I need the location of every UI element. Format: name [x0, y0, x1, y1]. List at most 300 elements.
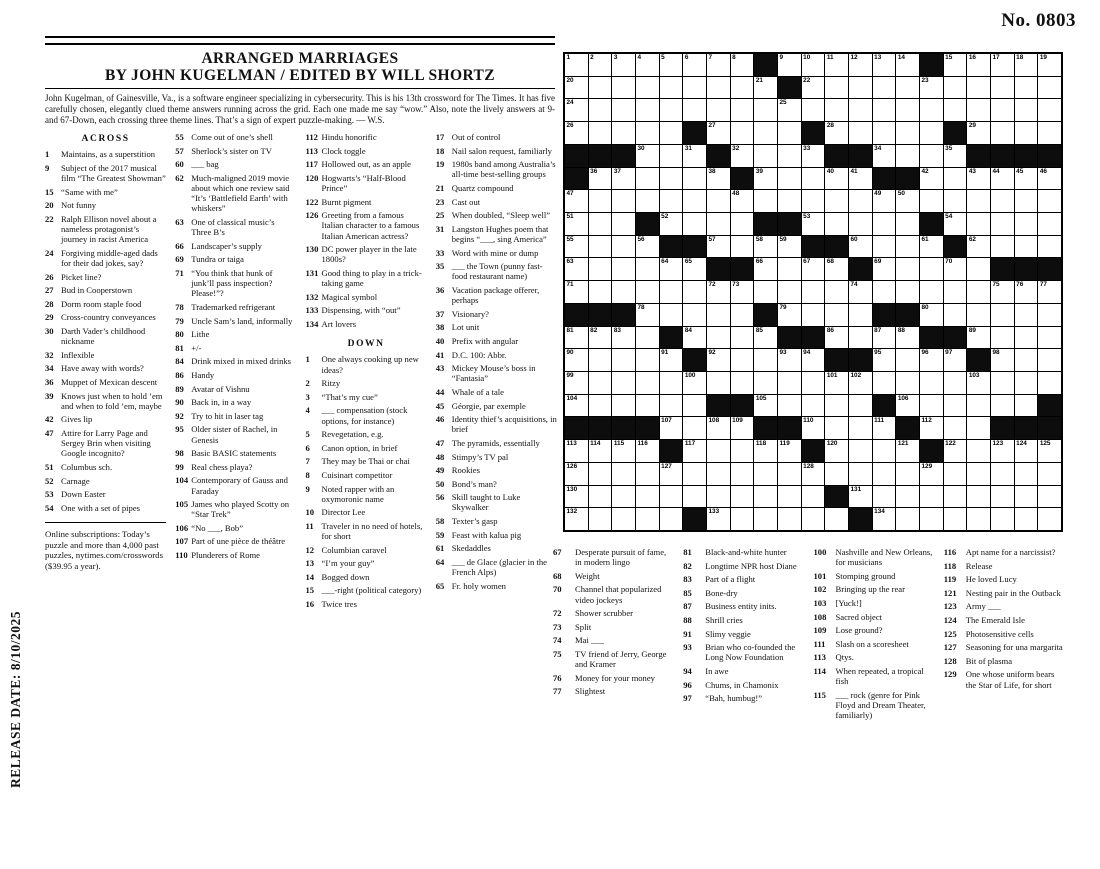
grid-cell[interactable] — [920, 258, 943, 280]
grid-cell[interactable] — [612, 440, 635, 462]
grid-cell[interactable] — [565, 122, 588, 144]
grid-cell[interactable] — [612, 236, 635, 258]
grid-cell[interactable] — [636, 463, 659, 485]
grid-cell[interactable] — [920, 122, 943, 144]
grid-cell[interactable] — [896, 395, 919, 417]
grid-cell[interactable] — [778, 508, 801, 530]
grid-cell[interactable] — [707, 372, 730, 394]
grid-cell[interactable] — [825, 168, 848, 190]
grid-cell[interactable] — [565, 486, 588, 508]
grid-cell[interactable] — [731, 54, 754, 76]
grid-cell[interactable] — [731, 281, 754, 303]
grid-cell[interactable] — [896, 349, 919, 371]
grid-cell[interactable] — [589, 372, 612, 394]
grid-cell[interactable] — [778, 168, 801, 190]
grid-cell[interactable] — [589, 77, 612, 99]
grid-cell[interactable] — [589, 54, 612, 76]
grid-cell[interactable] — [683, 463, 706, 485]
grid-cell[interactable] — [707, 486, 730, 508]
grid-cell[interactable] — [660, 372, 683, 394]
grid-cell[interactable] — [802, 190, 825, 212]
grid-cell[interactable] — [967, 372, 990, 394]
grid-cell[interactable] — [683, 99, 706, 121]
grid-cell[interactable] — [636, 372, 659, 394]
grid-cell[interactable] — [1015, 236, 1038, 258]
grid-cell[interactable] — [754, 463, 777, 485]
grid-cell[interactable] — [849, 327, 872, 349]
grid-cell[interactable] — [589, 349, 612, 371]
grid-cell[interactable] — [849, 122, 872, 144]
grid-cell[interactable] — [1015, 349, 1038, 371]
grid-cell[interactable] — [731, 190, 754, 212]
grid-cell[interactable] — [991, 349, 1014, 371]
grid-cell[interactable] — [660, 349, 683, 371]
grid-cell[interactable] — [707, 99, 730, 121]
grid-cell[interactable] — [731, 349, 754, 371]
grid-cell[interactable] — [849, 54, 872, 76]
grid-cell[interactable] — [754, 281, 777, 303]
grid-cell[interactable] — [1038, 304, 1061, 326]
grid-cell[interactable] — [754, 440, 777, 462]
grid-cell[interactable] — [707, 463, 730, 485]
grid-cell[interactable] — [589, 508, 612, 530]
grid-cell[interactable] — [1015, 190, 1038, 212]
grid-cell[interactable] — [589, 258, 612, 280]
grid-cell[interactable] — [967, 327, 990, 349]
grid-cell[interactable] — [1015, 463, 1038, 485]
grid-cell[interactable] — [967, 486, 990, 508]
grid-cell[interactable] — [754, 190, 777, 212]
grid-cell[interactable] — [991, 508, 1014, 530]
grid-cell[interactable] — [802, 486, 825, 508]
grid-cell[interactable] — [920, 236, 943, 258]
grid-cell[interactable] — [636, 508, 659, 530]
grid-cell[interactable] — [873, 486, 896, 508]
grid-cell[interactable] — [707, 77, 730, 99]
grid-cell[interactable] — [1038, 168, 1061, 190]
grid-cell[interactable] — [991, 236, 1014, 258]
grid-cell[interactable] — [636, 54, 659, 76]
grid-cell[interactable] — [754, 122, 777, 144]
grid-cell[interactable] — [1015, 168, 1038, 190]
grid-cell[interactable] — [754, 236, 777, 258]
grid-cell[interactable] — [612, 99, 635, 121]
grid-cell[interactable] — [1038, 327, 1061, 349]
grid-cell[interactable] — [589, 486, 612, 508]
grid-cell[interactable] — [589, 236, 612, 258]
grid-cell[interactable] — [636, 236, 659, 258]
grid-cell[interactable] — [589, 122, 612, 144]
grid-cell[interactable] — [565, 190, 588, 212]
grid-cell[interactable] — [707, 417, 730, 439]
grid-cell[interactable] — [683, 440, 706, 462]
grid-cell[interactable] — [1015, 327, 1038, 349]
grid-cell[interactable] — [731, 122, 754, 144]
grid-cell[interactable] — [991, 486, 1014, 508]
grid-cell[interactable] — [944, 440, 967, 462]
grid-cell[interactable] — [967, 440, 990, 462]
grid-cell[interactable] — [778, 486, 801, 508]
grid-cell[interactable] — [1038, 440, 1061, 462]
grid-cell[interactable] — [991, 327, 1014, 349]
grid-cell[interactable] — [754, 168, 777, 190]
grid-cell[interactable] — [683, 395, 706, 417]
grid-cell[interactable] — [731, 463, 754, 485]
grid-cell[interactable] — [944, 54, 967, 76]
grid-cell[interactable] — [991, 372, 1014, 394]
grid-cell[interactable] — [683, 372, 706, 394]
grid-cell[interactable] — [896, 281, 919, 303]
grid-cell[interactable] — [991, 213, 1014, 235]
grid-cell[interactable] — [778, 395, 801, 417]
grid-cell[interactable] — [1015, 281, 1038, 303]
grid-cell[interactable] — [1038, 508, 1061, 530]
grid-cell[interactable] — [991, 99, 1014, 121]
grid-cell[interactable] — [636, 395, 659, 417]
grid-cell[interactable] — [660, 168, 683, 190]
grid-cell[interactable] — [873, 508, 896, 530]
grid-cell[interactable] — [849, 304, 872, 326]
grid-cell[interactable] — [612, 258, 635, 280]
grid-cell[interactable] — [1038, 281, 1061, 303]
grid-cell[interactable] — [636, 304, 659, 326]
grid-cell[interactable] — [660, 99, 683, 121]
grid-cell[interactable] — [778, 349, 801, 371]
grid-cell[interactable] — [778, 99, 801, 121]
grid-cell[interactable] — [849, 372, 872, 394]
grid-cell[interactable] — [1015, 440, 1038, 462]
grid-cell[interactable] — [707, 213, 730, 235]
grid-cell[interactable] — [920, 486, 943, 508]
grid-cell[interactable] — [589, 327, 612, 349]
grid-cell[interactable] — [589, 99, 612, 121]
grid-cell[interactable] — [707, 508, 730, 530]
grid-cell[interactable] — [849, 486, 872, 508]
grid-cell[interactable] — [1015, 304, 1038, 326]
grid-cell[interactable] — [636, 145, 659, 167]
grid-cell[interactable] — [660, 190, 683, 212]
grid-cell[interactable] — [873, 122, 896, 144]
grid-cell[interactable] — [920, 304, 943, 326]
grid-cell[interactable] — [944, 486, 967, 508]
grid-cell[interactable] — [707, 327, 730, 349]
grid-cell[interactable] — [802, 213, 825, 235]
grid-cell[interactable] — [778, 54, 801, 76]
grid-cell[interactable] — [1038, 463, 1061, 485]
grid-cell[interactable] — [565, 236, 588, 258]
grid-cell[interactable] — [1015, 77, 1038, 99]
grid-cell[interactable] — [1015, 213, 1038, 235]
grid-cell[interactable] — [778, 258, 801, 280]
grid-cell[interactable] — [967, 99, 990, 121]
grid-cell[interactable] — [873, 417, 896, 439]
grid-cell[interactable] — [565, 327, 588, 349]
grid-cell[interactable] — [660, 304, 683, 326]
grid-cell[interactable] — [683, 258, 706, 280]
grid-cell[interactable] — [660, 213, 683, 235]
grid-cell[interactable] — [707, 236, 730, 258]
grid-cell[interactable] — [944, 190, 967, 212]
grid-cell[interactable] — [1038, 54, 1061, 76]
grid-cell[interactable] — [612, 508, 635, 530]
grid-cell[interactable] — [565, 395, 588, 417]
grid-cell[interactable] — [991, 463, 1014, 485]
grid-cell[interactable] — [707, 190, 730, 212]
grid-cell[interactable] — [660, 508, 683, 530]
grid-cell[interactable] — [802, 258, 825, 280]
grid-cell[interactable] — [967, 258, 990, 280]
grid-cell[interactable] — [1038, 122, 1061, 144]
grid-cell[interactable] — [707, 349, 730, 371]
grid-cell[interactable] — [896, 372, 919, 394]
grid-cell[interactable] — [565, 77, 588, 99]
grid-cell[interactable] — [920, 145, 943, 167]
grid-cell[interactable] — [1038, 213, 1061, 235]
grid-cell[interactable] — [802, 508, 825, 530]
grid-cell[interactable] — [707, 168, 730, 190]
grid-cell[interactable] — [636, 190, 659, 212]
grid-cell[interactable] — [802, 168, 825, 190]
grid-cell[interactable] — [944, 99, 967, 121]
grid-cell[interactable] — [778, 236, 801, 258]
grid-cell[interactable] — [589, 440, 612, 462]
grid-cell[interactable] — [849, 281, 872, 303]
grid-cell[interactable] — [660, 417, 683, 439]
grid-cell[interactable] — [991, 304, 1014, 326]
grid-cell[interactable] — [731, 508, 754, 530]
grid-cell[interactable] — [944, 258, 967, 280]
grid-cell[interactable] — [636, 122, 659, 144]
grid-cell[interactable] — [565, 213, 588, 235]
grid-cell[interactable] — [825, 77, 848, 99]
grid-cell[interactable] — [589, 281, 612, 303]
grid-cell[interactable] — [754, 372, 777, 394]
grid-cell[interactable] — [873, 281, 896, 303]
grid-cell[interactable] — [873, 190, 896, 212]
grid-cell[interactable] — [967, 54, 990, 76]
grid-cell[interactable] — [920, 508, 943, 530]
grid-cell[interactable] — [802, 417, 825, 439]
grid-cell[interactable] — [754, 395, 777, 417]
grid-cell[interactable] — [683, 417, 706, 439]
grid-cell[interactable] — [612, 213, 635, 235]
grid-cell[interactable] — [1015, 486, 1038, 508]
grid-cell[interactable] — [920, 349, 943, 371]
grid-cell[interactable] — [589, 463, 612, 485]
grid-cell[interactable] — [873, 99, 896, 121]
grid-cell[interactable] — [612, 327, 635, 349]
grid-cell[interactable] — [707, 440, 730, 462]
grid-cell[interactable] — [1038, 349, 1061, 371]
grid-cell[interactable] — [825, 281, 848, 303]
grid-cell[interactable] — [636, 440, 659, 462]
grid-cell[interactable] — [1038, 372, 1061, 394]
grid-cell[interactable] — [991, 122, 1014, 144]
grid-cell[interactable] — [754, 327, 777, 349]
grid-cell[interactable] — [967, 122, 990, 144]
grid-cell[interactable] — [707, 54, 730, 76]
grid-cell[interactable] — [825, 327, 848, 349]
grid-cell[interactable] — [849, 213, 872, 235]
grid-cell[interactable] — [1015, 122, 1038, 144]
grid-cell[interactable] — [802, 372, 825, 394]
grid-cell[interactable] — [802, 145, 825, 167]
grid-cell[interactable] — [636, 168, 659, 190]
grid-cell[interactable] — [612, 54, 635, 76]
grid-cell[interactable] — [660, 486, 683, 508]
grid-cell[interactable] — [731, 236, 754, 258]
grid-cell[interactable] — [1038, 190, 1061, 212]
grid-cell[interactable] — [825, 417, 848, 439]
grid-cell[interactable] — [707, 304, 730, 326]
grid-cell[interactable] — [636, 327, 659, 349]
grid-cell[interactable] — [896, 145, 919, 167]
grid-cell[interactable] — [825, 395, 848, 417]
grid-cell[interactable] — [612, 395, 635, 417]
grid-cell[interactable] — [825, 258, 848, 280]
grid-cell[interactable] — [920, 372, 943, 394]
grid-cell[interactable] — [920, 99, 943, 121]
grid-cell[interactable] — [802, 349, 825, 371]
grid-cell[interactable] — [589, 190, 612, 212]
grid-cell[interactable] — [1038, 77, 1061, 99]
grid-cell[interactable] — [683, 190, 706, 212]
grid-cell[interactable] — [1038, 236, 1061, 258]
grid-cell[interactable] — [589, 213, 612, 235]
grid-cell[interactable] — [802, 463, 825, 485]
grid-cell[interactable] — [991, 190, 1014, 212]
grid-cell[interactable] — [896, 327, 919, 349]
grid-cell[interactable] — [991, 281, 1014, 303]
grid-cell[interactable] — [565, 99, 588, 121]
grid-cell[interactable] — [778, 463, 801, 485]
grid-cell[interactable] — [565, 372, 588, 394]
grid-cell[interactable] — [991, 77, 1014, 99]
grid-cell[interactable] — [896, 99, 919, 121]
grid-cell[interactable] — [896, 54, 919, 76]
grid-cell[interactable] — [920, 417, 943, 439]
grid-cell[interactable] — [1015, 54, 1038, 76]
grid-cell[interactable] — [1038, 486, 1061, 508]
grid-cell[interactable] — [920, 77, 943, 99]
grid-cell[interactable] — [612, 190, 635, 212]
grid-cell[interactable] — [873, 258, 896, 280]
grid-cell[interactable] — [873, 440, 896, 462]
grid-cell[interactable] — [683, 168, 706, 190]
grid-cell[interactable] — [896, 122, 919, 144]
grid-cell[interactable] — [944, 77, 967, 99]
grid-cell[interactable] — [683, 486, 706, 508]
grid-cell[interactable] — [896, 213, 919, 235]
grid-cell[interactable] — [778, 440, 801, 462]
grid-cell[interactable] — [731, 440, 754, 462]
grid-cell[interactable] — [778, 304, 801, 326]
grid-cell[interactable] — [731, 372, 754, 394]
grid-cell[interactable] — [896, 440, 919, 462]
grid-cell[interactable] — [731, 304, 754, 326]
grid-cell[interactable] — [967, 417, 990, 439]
grid-cell[interactable] — [754, 145, 777, 167]
grid-cell[interactable] — [802, 77, 825, 99]
grid-cell[interactable] — [991, 168, 1014, 190]
grid-cell[interactable] — [896, 508, 919, 530]
grid-cell[interactable] — [778, 122, 801, 144]
grid-cell[interactable] — [1015, 508, 1038, 530]
grid-cell[interactable] — [991, 54, 1014, 76]
grid-cell[interactable] — [707, 122, 730, 144]
grid-cell[interactable] — [967, 213, 990, 235]
grid-cell[interactable] — [849, 395, 872, 417]
grid-cell[interactable] — [825, 304, 848, 326]
grid-cell[interactable] — [802, 54, 825, 76]
grid-cell[interactable] — [731, 213, 754, 235]
grid-cell[interactable] — [896, 463, 919, 485]
grid-cell[interactable] — [944, 145, 967, 167]
grid-cell[interactable] — [612, 372, 635, 394]
grid-cell[interactable] — [849, 190, 872, 212]
grid-cell[interactable] — [636, 77, 659, 99]
grid-cell[interactable] — [944, 281, 967, 303]
grid-cell[interactable] — [636, 349, 659, 371]
grid-cell[interactable] — [967, 236, 990, 258]
grid-cell[interactable] — [683, 54, 706, 76]
grid-cell[interactable] — [967, 190, 990, 212]
grid-cell[interactable] — [825, 372, 848, 394]
grid-cell[interactable] — [612, 463, 635, 485]
grid-cell[interactable] — [1038, 99, 1061, 121]
grid-cell[interactable] — [825, 440, 848, 462]
grid-cell[interactable] — [967, 168, 990, 190]
grid-cell[interactable] — [896, 190, 919, 212]
grid-cell[interactable] — [565, 440, 588, 462]
grid-cell[interactable] — [778, 145, 801, 167]
grid-cell[interactable] — [873, 54, 896, 76]
grid-cell[interactable] — [778, 281, 801, 303]
grid-cell[interactable] — [683, 213, 706, 235]
grid-cell[interactable] — [636, 99, 659, 121]
grid-cell[interactable] — [660, 77, 683, 99]
grid-cell[interactable] — [896, 486, 919, 508]
grid-cell[interactable] — [612, 486, 635, 508]
grid-cell[interactable] — [849, 440, 872, 462]
grid-cell[interactable] — [1015, 372, 1038, 394]
grid-cell[interactable] — [849, 168, 872, 190]
grid-cell[interactable] — [660, 395, 683, 417]
grid-cell[interactable] — [825, 54, 848, 76]
grid-cell[interactable] — [944, 168, 967, 190]
grid-cell[interactable] — [825, 190, 848, 212]
grid-cell[interactable] — [683, 77, 706, 99]
grid-cell[interactable] — [731, 327, 754, 349]
grid-cell[interactable] — [991, 395, 1014, 417]
grid-cell[interactable] — [565, 281, 588, 303]
grid-cell[interactable] — [896, 258, 919, 280]
grid-cell[interactable] — [873, 372, 896, 394]
grid-cell[interactable] — [754, 77, 777, 99]
grid-cell[interactable] — [565, 463, 588, 485]
grid-cell[interactable] — [707, 281, 730, 303]
grid-cell[interactable] — [967, 304, 990, 326]
grid-cell[interactable] — [802, 304, 825, 326]
grid-cell[interactable] — [660, 258, 683, 280]
grid-cell[interactable] — [660, 463, 683, 485]
grid-cell[interactable] — [873, 327, 896, 349]
grid-cell[interactable] — [612, 281, 635, 303]
grid-cell[interactable] — [565, 349, 588, 371]
grid-cell[interactable] — [967, 281, 990, 303]
grid-cell[interactable] — [683, 304, 706, 326]
grid-cell[interactable] — [873, 77, 896, 99]
